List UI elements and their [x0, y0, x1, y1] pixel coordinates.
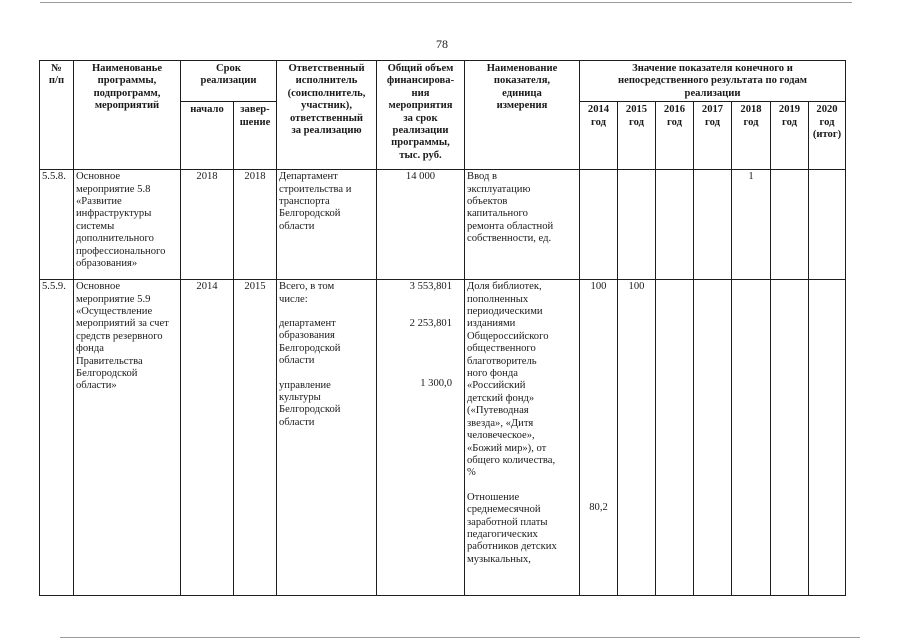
table-row-5-5-8 — [40, 170, 846, 280]
value-libraries-2014: 100 — [590, 281, 607, 293]
top-scan-line — [40, 2, 852, 3]
row-value-2017 — [694, 170, 732, 280]
indicator-salary: Отношение среднемесячной заработной платы педагогических работников детских музыкальных, — [467, 491, 557, 565]
row-value-2020 — [809, 280, 846, 596]
row-num: 5.5.8. — [40, 170, 74, 280]
header-year-2018: 2018 год — [732, 102, 771, 170]
header-year-2016: 2016 год — [656, 102, 694, 170]
value-salary-2014: 80,2 — [589, 501, 608, 513]
row-value-2014 — [580, 280, 618, 596]
row-executor: Департамент строительства и транспорта Белгородской области — [277, 170, 377, 280]
header-year-2014: 2014 год — [580, 102, 618, 170]
row-value-2015 — [618, 170, 656, 280]
bottom-scan-line — [60, 637, 860, 638]
header-start: начало — [181, 102, 234, 170]
funding-culture: 1 300,0 — [420, 378, 452, 390]
header-row-1 — [40, 61, 846, 102]
row-funding — [377, 280, 465, 596]
row-value-2020 — [809, 170, 846, 280]
funding-education: 2 253,801 — [409, 317, 452, 329]
program-table — [39, 60, 846, 596]
executor-total: Всего, в том числе: — [279, 281, 335, 305]
table-row-5-5-9 — [40, 280, 846, 596]
executor-education: департамент образования Белгородской области — [279, 318, 341, 367]
row-name: Основное мероприятие 5.8 «Развитие инфраструктуры системы дополнительного профессионального образования» — [74, 170, 181, 280]
header-name: Наименованье программы, подпрограмм, мероприятий — [74, 61, 181, 170]
row-value-2015: 100 — [618, 280, 656, 596]
header-executor: Ответственный исполнитель (соисполнитель, участник), ответственный за реализацию — [277, 61, 377, 170]
header-indicator: Наименование показателя, единица измерения — [465, 61, 580, 170]
indicator-libraries: Доля библиотек, пополненных периодическими изданиями Общероссийского общественного благотворитель ного фонда «Российский детский фонд» («Путеводная звезда», «Дитя человеческое», «Божий мир»), от общего количества, % — [467, 281, 556, 479]
row-value-2014 — [580, 170, 618, 280]
page-number: 78 — [436, 37, 448, 51]
row-indicator: Ввод в эксплуатацию объектов капитального ремонта областной собственности, ед. — [465, 170, 580, 280]
row-end: 2018 — [234, 170, 277, 280]
row-end: 2015 — [234, 280, 277, 596]
row-value-2018: 1 — [732, 170, 771, 280]
row-value-2019 — [771, 170, 809, 280]
row-value-2018 — [732, 280, 771, 596]
row-start: 2014 — [181, 280, 234, 596]
header-values-title: Значение показателя конечного и непосредственного результата по годам реализации — [580, 61, 846, 102]
header-funding: Общий объем финансирова- ния мероприятия за срок реализации программы, тыс. руб. — [377, 61, 465, 170]
row-funding: 14 000 — [377, 170, 465, 280]
executor-culture: управление культуры Белгородской области — [279, 379, 341, 428]
header-year-2017: 2017 год — [694, 102, 732, 170]
row-name: Основное мероприятие 5.9 «Осуществление мероприятий за счет средств резервного фонда Правительства Белгородской области» — [74, 280, 181, 596]
row-value-2017 — [694, 280, 732, 596]
row-indicator — [465, 280, 580, 596]
header-year-2019: 2019 год — [771, 102, 809, 170]
header-period: Срок реализации — [181, 61, 277, 102]
header-year-2015: 2015 год — [618, 102, 656, 170]
header-year-2020: 2020 год (итог) — [809, 102, 846, 170]
header-num: № п/п — [40, 61, 74, 170]
row-value-2019 — [771, 280, 809, 596]
row-num: 5.5.9. — [40, 280, 74, 596]
row-executor — [277, 280, 377, 596]
row-value-2016 — [656, 280, 694, 596]
row-value-2016 — [656, 170, 694, 280]
funding-total: 3 553,801 — [409, 281, 452, 293]
header-end: завер- шение — [234, 102, 277, 170]
row-start: 2018 — [181, 170, 234, 280]
